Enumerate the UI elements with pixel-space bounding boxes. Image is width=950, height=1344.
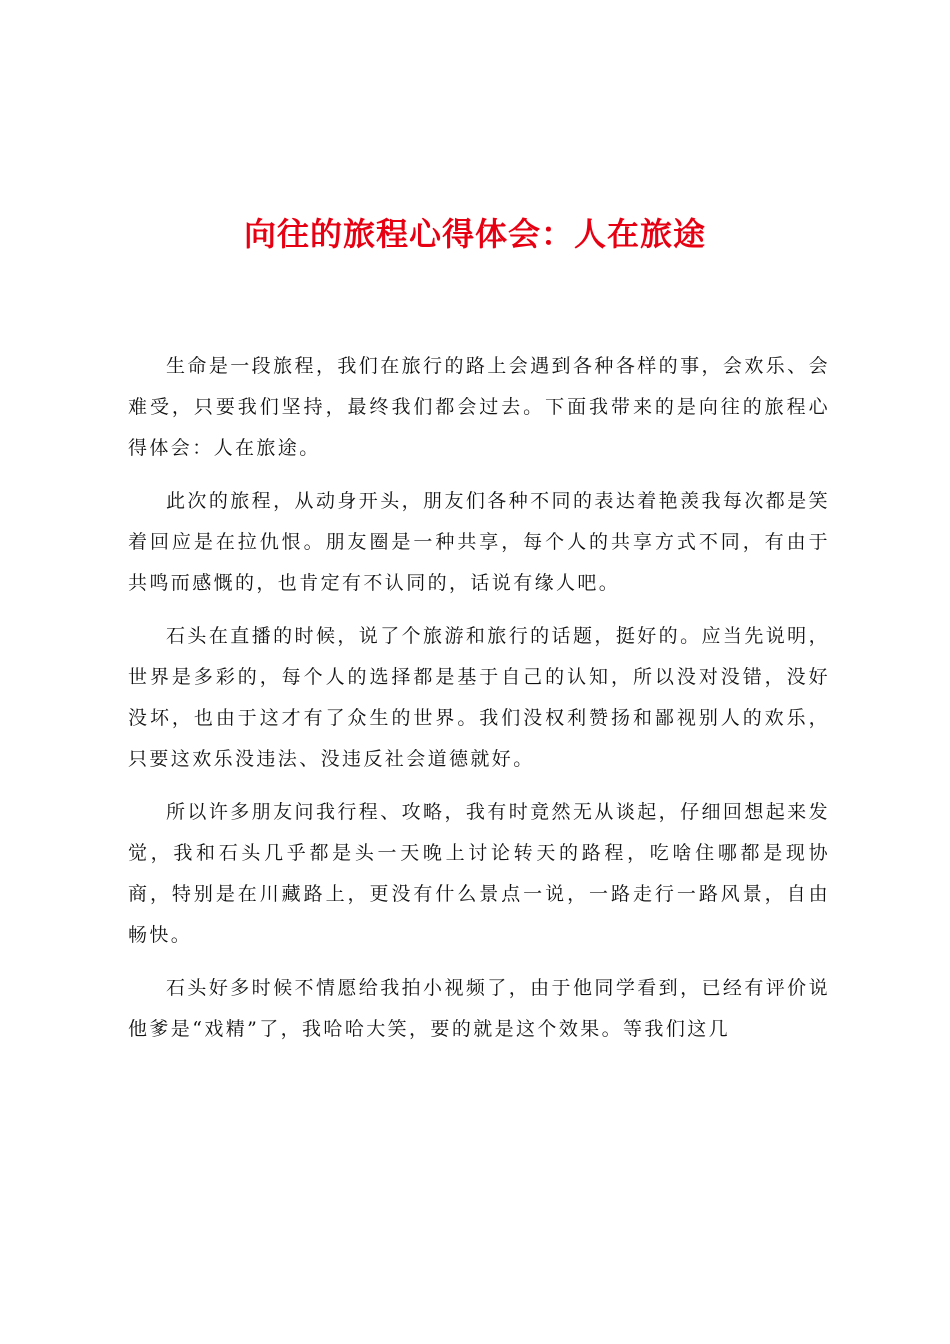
document-title: 向往的旅程心得体会：人在旅途: [243, 215, 706, 253]
paragraph-2: 此次的旅程，从动身开头，朋友们各种不同的表达着艳羡我每次都是笑着回应是在拉仇恨。朋友圈是一种共享，每个人的共享方式不同，有由于共鸣而感慨的，也肯定有不认同的，话说有缘人吧。: [128, 490, 830, 594]
paragraph-4: 所以许多朋友问我行程、攻略，我有时竟然无从谈起，仔细回想起来发觉，我和石头几乎都是头一天晚上讨论转天的路程，吃啥住哪都是现协商，特别是在川藏路上，更没有什么景点一说，一路走行一路风景，自由畅快。: [128, 801, 830, 946]
paragraph-1: 生命是一段旅程，我们在旅行的路上会遇到各种各样的事，会欢乐、会难受，只要我们坚持，最终我们都会过去。下面我带来的是向往的旅程心得体会：人在旅途。: [128, 355, 830, 459]
paragraph-5: 石头好多时候不情愿给我拍小视频了，由于他同学看到，已经有评价说他爹是“戏精”了，我哈哈大笑，要的就是这个效果。等我们这几: [128, 977, 830, 1040]
document-body: [128, 346, 830, 1062]
paragraph-3: 石头在直播的时候，说了个旅游和旅行的话题，挺好的。应当先说明，世界是多彩的，每个人的选择都是基于自己的认知，所以没对没错，没好没坏，也由于这才有了众生的世界。我们没权利赞扬和鄙视别人的欢乐，只要这欢乐没违法、没违反社会道德就好。: [128, 625, 830, 770]
